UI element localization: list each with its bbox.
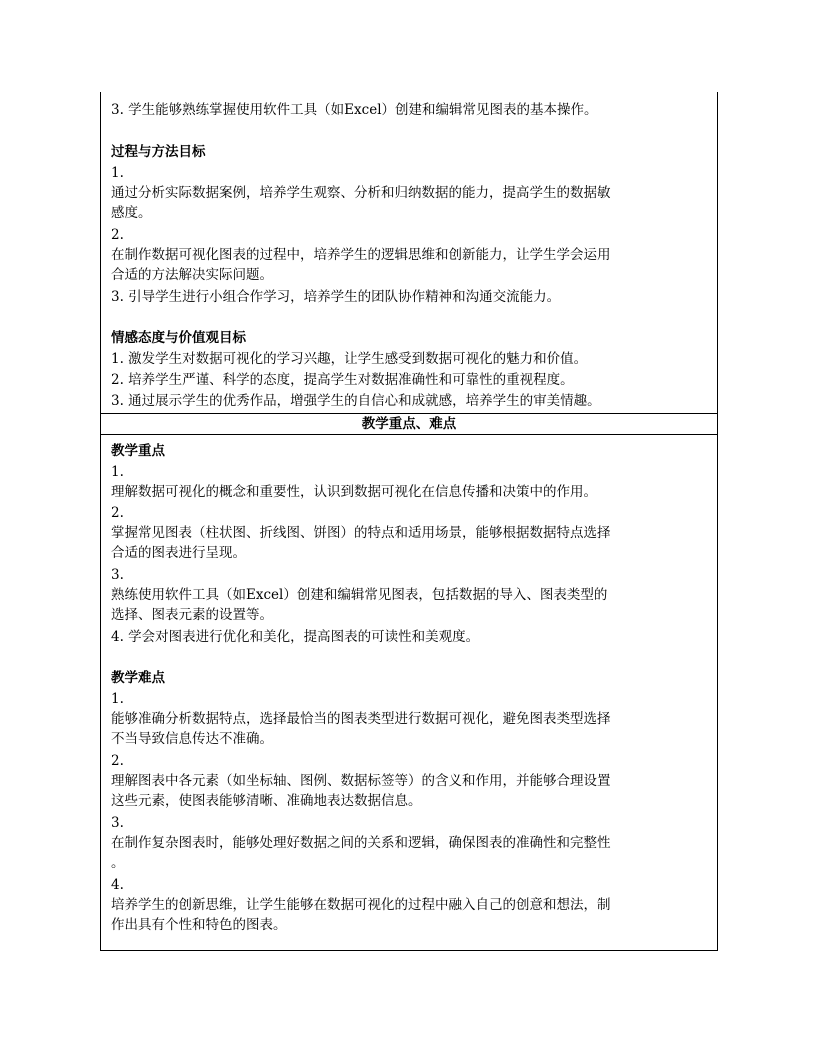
difficulty-item-2-number: 2. — [111, 753, 124, 769]
difficulty-item-1-number: 1. — [111, 691, 124, 707]
key-points-heading: 教学重点 — [111, 443, 165, 459]
key-points-cell — [101, 435, 717, 951]
difficulty-item-1-line-1: 能够准确分析数据特点，选择最恰当的图表类型进行数据可视化，避免图表类型选择 — [111, 711, 611, 727]
lesson-plan-table — [100, 92, 718, 951]
emotion-heading: 情感态度与价值观目标 — [111, 330, 246, 346]
knowledge-item-3: 3. 学生能够熟练掌握使用软件工具（如Excel）创建和编辑常见图表的基本操作。 — [111, 102, 598, 118]
key-item-2-line-1: 掌握常见图表（柱状图、折线图、饼图）的特点和适用场景，能够根据数据特点选择 — [111, 525, 611, 541]
key-item-3-line-2: 选择、图表元素的设置等。 — [111, 607, 273, 623]
difficulty-item-2-line-1: 理解图表中各元素（如坐标轴、图例、数据标签等）的含义和作用，并能够合理设置 — [111, 773, 611, 789]
key-item-4: 4. 学会对图表进行优化和美化，提高图表的可读性和美观度。 — [111, 629, 480, 645]
emotion-item-1: 1. 激发学生对数据可视化的学习兴趣，让学生感受到数据可视化的魅力和价值。 — [111, 351, 588, 367]
difficulty-item-3-number: 3. — [111, 815, 124, 831]
process-item-3: 3. 引导学生进行小组合作学习，培养学生的团队协作精神和沟通交流能力。 — [111, 289, 561, 305]
key-item-1-line-1: 理解数据可视化的概念和重要性，认识到数据可视化在信息传播和决策中的作用。 — [111, 484, 597, 500]
difficulty-item-1-line-2: 不当导致信息传达不准确。 — [111, 731, 273, 747]
process-item-1-line-2: 感度。 — [111, 205, 152, 221]
emotion-item-3: 3. 通过展示学生的优秀作品，增强学生的自信心和成就感，培养学生的审美情趣。 — [111, 393, 601, 409]
section-header: 教学重点、难点 — [101, 413, 717, 435]
process-item-2-line-2: 合适的方法解决实际问题。 — [111, 267, 273, 283]
process-item-2-line-1: 在制作数据可视化图表的过程中，培养学生的逻辑思维和创新能力，让学生学会运用 — [111, 247, 611, 263]
objectives-cell — [101, 92, 717, 413]
process-item-2-number: 2. — [111, 227, 124, 243]
key-item-3-number: 3. — [111, 567, 124, 583]
key-item-3-line-1: 熟练使用软件工具（如Excel）创建和编辑常见图表，包括数据的导入、图表类型的 — [111, 587, 608, 603]
process-item-1-number: 1. — [111, 165, 124, 181]
difficulties-heading: 教学难点 — [111, 670, 165, 686]
process-heading: 过程与方法目标 — [111, 144, 206, 160]
difficulty-item-2-line-2: 这些元素，使图表能够清晰、准确地表达数据信息。 — [111, 793, 422, 809]
emotion-item-2: 2. 培养学生严谨、科学的态度，提高学生对数据准确性和可靠性的重视程度。 — [111, 372, 574, 388]
difficulty-item-4-line-2: 作出具有个性和特色的图表。 — [111, 917, 287, 933]
difficulty-item-4-line-1: 培养学生的创新思维，让学生能够在数据可视化的过程中融入自己的创意和想法，制 — [111, 897, 611, 913]
key-item-2-line-2: 合适的图表进行呈现。 — [111, 545, 246, 561]
key-item-1-number: 1. — [111, 464, 124, 480]
difficulty-item-3-line-1: 在制作复杂图表时，能够处理好数据之间的关系和逻辑，确保图表的准确性和完整性 — [111, 835, 611, 851]
key-item-2-number: 2. — [111, 505, 124, 521]
difficulty-item-3-line-2: 。 — [111, 855, 125, 871]
difficulty-item-4-number: 4. — [111, 877, 124, 893]
process-item-1-line-1: 通过分析实际数据案例，培养学生观察、分析和归纳数据的能力，提高学生的数据敏 — [111, 185, 611, 201]
